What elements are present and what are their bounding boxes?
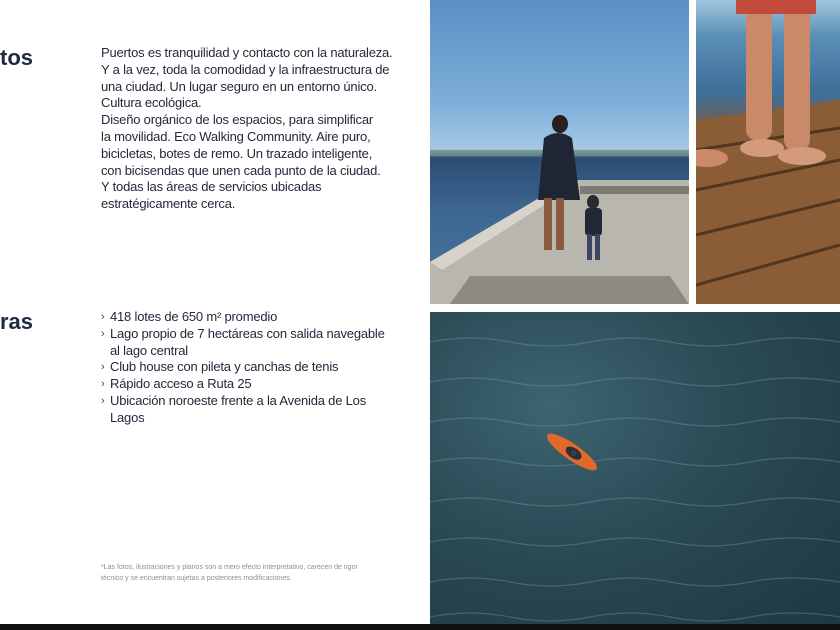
disclaimer-line: *Las fotos, ilustraciones y planos son a mero efecto interpretativo, carecen de rigor — [101, 564, 358, 571]
intro-line: Y a la vez, toda la comodidad y la infraestructura de — [101, 61, 390, 77]
intro-line: una ciudad. Un lugar seguro en un entorno único. — [101, 78, 377, 94]
chevron-right-icon: › — [101, 394, 105, 407]
intro-line: la movilidad. Eco Walking Community. Aire puro, — [101, 128, 371, 144]
intro-line: Puertos es tranquilidad y contacto con la naturaleza. — [101, 45, 393, 60]
feature-item — [101, 326, 401, 360]
feature-item — [101, 309, 401, 326]
feature-text-continuation: al lago central — [110, 342, 188, 358]
section-heading-2: ras — [0, 309, 34, 334]
disclaimer-note — [101, 562, 391, 584]
chevron-right-icon: › — [101, 311, 105, 323]
feature-item — [101, 359, 401, 376]
feature-text: Rápido acceso a Ruta 25 — [110, 376, 252, 392]
bottom-border — [0, 624, 840, 630]
chevron-right-icon: › — [101, 327, 105, 340]
intro-line: Cultura ecológica. — [101, 95, 202, 111]
intro-line: Diseño orgánico de los espacios, para simplificar — [101, 112, 374, 128]
intro-line: con bicisendas que unen cada punto de la ciudad. — [101, 162, 381, 178]
pier-photo — [430, 0, 689, 304]
deck-feet-photo — [696, 0, 840, 304]
chevron-right-icon: › — [101, 378, 105, 391]
feature-text: 418 lotes de 650 m² promedio — [110, 309, 278, 324]
kayak-aerial-photo — [430, 312, 840, 630]
intro-line: Y todas las áreas de servicios ubicadas — [101, 179, 322, 195]
intro-line: bicicletas, botes de remo. Un trazado inteligente, — [101, 145, 373, 161]
section-heading-1: tos — [0, 45, 33, 70]
intro-paragraph — [101, 45, 401, 213]
deck-illustration — [696, 0, 840, 304]
disclaimer-line: técnico y se encuentran sujetas a posteriores modificaciones. — [101, 575, 292, 582]
feature-item — [101, 376, 401, 393]
feature-text: Club house con pileta y canchas de tenis — [110, 359, 339, 375]
kayak-illustration — [430, 312, 840, 630]
intro-line: estratégicamente cerca. — [101, 196, 236, 212]
feature-item — [101, 393, 401, 427]
feature-text: Ubicación noroeste frente a la Avenida de Los Lagos — [110, 392, 366, 425]
chevron-right-icon: › — [101, 361, 105, 374]
features-list — [101, 309, 401, 427]
feature-text: Lago propio de 7 hectáreas con salida navegable — [110, 325, 385, 341]
pier-illustration — [430, 0, 689, 304]
